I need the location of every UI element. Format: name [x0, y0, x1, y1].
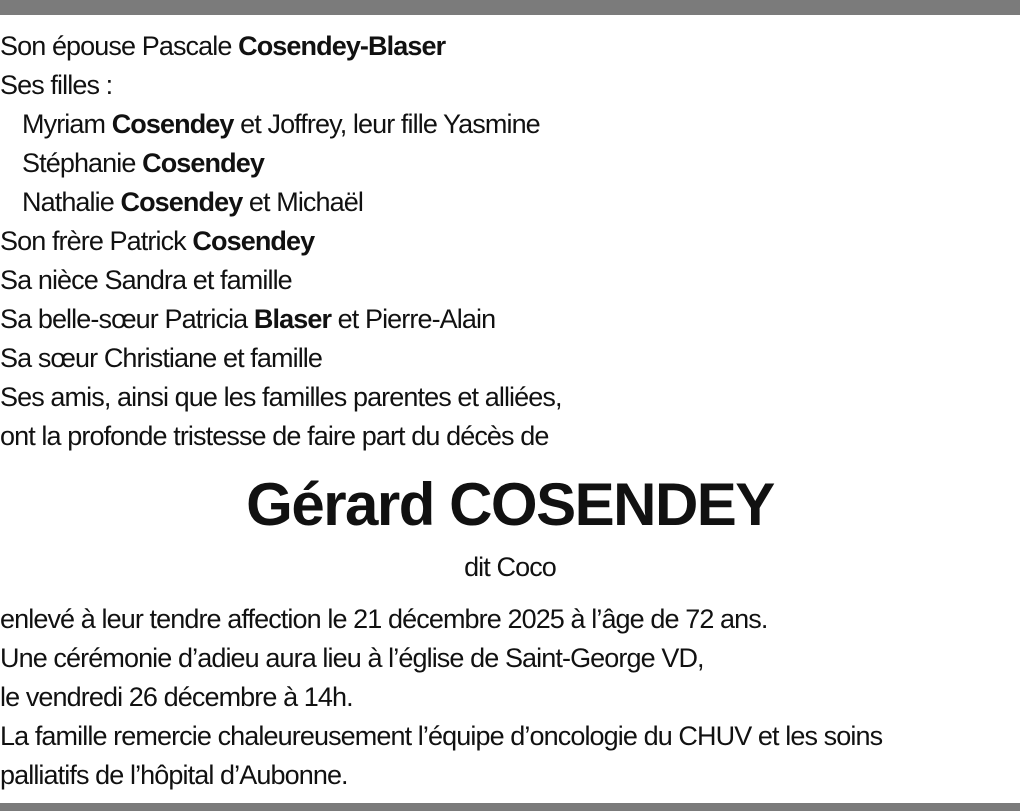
- family-line-sister: Sa sœur Christiane et famille: [0, 343, 323, 373]
- notice-line-3: le vendredi 26 décembre à 14h.: [0, 682, 353, 712]
- top-rule: [0, 0, 1020, 15]
- notice-line-4: La famille remercie chaleureusement l’équipe d’oncologie du CHUV et les soins: [0, 721, 883, 751]
- family-line-daughter-1: Myriam Cosendey et Joffrey, leur fille Yasmine: [22, 109, 540, 139]
- family-line-announcement: ont la profonde tristesse de faire part du décès de: [0, 421, 549, 451]
- family-line-brother: Son frère Patrick Cosendey: [0, 226, 315, 256]
- notice-line-2: Une cérémonie d’adieu aura lieu à l’église de Saint-George VD,: [0, 643, 704, 673]
- family-line-daughter-3: Nathalie Cosendey et Michaël: [22, 187, 363, 217]
- deceased-name: Gérard COSENDEY: [246, 471, 774, 538]
- family-line-sister-in-law: Sa belle-sœur Patricia Blaser et Pierre-Alain: [0, 304, 496, 334]
- family-line-daughter-2: Stéphanie Cosendey: [22, 148, 264, 178]
- notice-line-1: enlevé à leur tendre affection le 21 décembre 2025 à l’âge de 72 ans.: [0, 604, 768, 634]
- family-line-daughters-heading: Ses filles :: [0, 70, 113, 100]
- notice-line-5: palliatifs de l’hôpital d’Aubonne.: [0, 760, 348, 790]
- family-list: [0, 27, 1020, 456]
- family-line-spouse: Son épouse Pascale Cosendey-Blaser: [0, 31, 446, 61]
- family-line-friends: Ses amis, ainsi que les familles parentes et alliées,: [0, 382, 562, 412]
- notice-text: [0, 600, 1020, 795]
- family-line-niece: Sa nièce Sandra et famille: [0, 265, 292, 295]
- bottom-rule: [0, 803, 1020, 811]
- deceased-nickname: dit Coco: [464, 552, 556, 582]
